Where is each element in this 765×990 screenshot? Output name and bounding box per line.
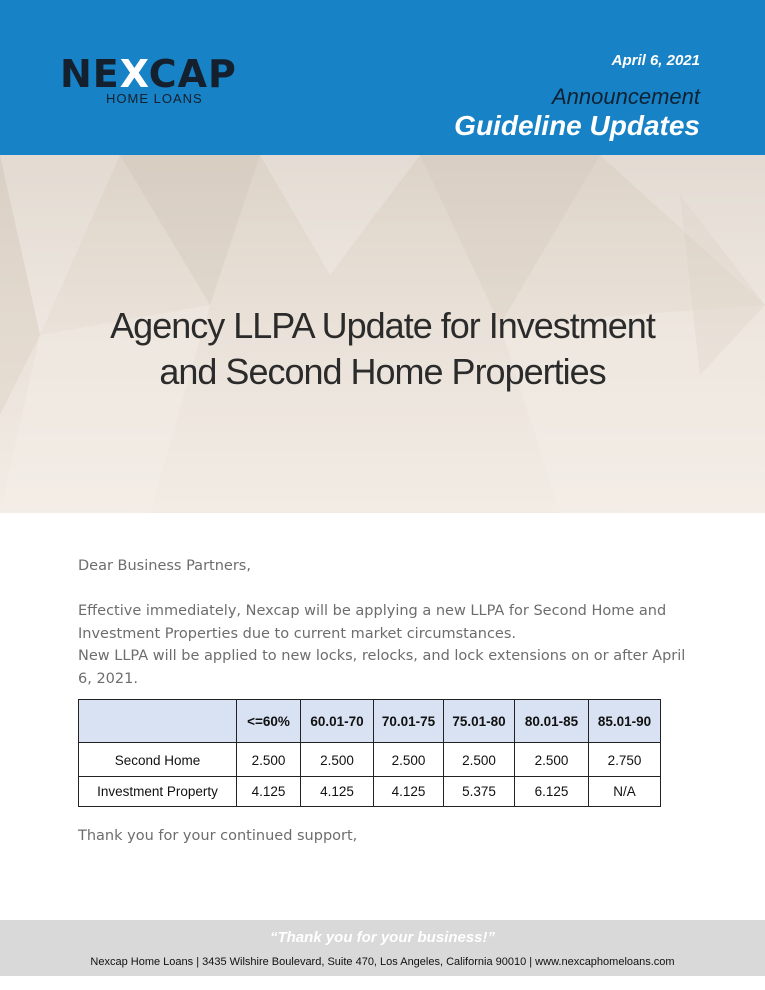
table-column-header: 85.01-90 (589, 700, 661, 743)
logo-text-x: X (119, 52, 149, 96)
table-column-header: 70.01-75 (374, 700, 444, 743)
table-header-row (79, 700, 661, 743)
table-cell: N/A (589, 777, 661, 807)
table-column-header: 75.01-80 (444, 700, 515, 743)
letter-paragraph-2: New LLPA will be applied to new locks, relocks, and lock extensions on or after April 6, 2021. (78, 648, 686, 687)
letter-closing: Thank you for your continued support, (78, 828, 358, 844)
logo-text-cap: CAP (148, 52, 237, 96)
table-cell: 2.500 (515, 743, 589, 777)
table-cell: 2.500 (374, 743, 444, 777)
document-title-line1: Agency LLPA Update for Investment (110, 305, 655, 346)
announcement-label: Announcement (552, 84, 700, 109)
letter-body (78, 600, 698, 690)
logo-text-ne: NE (60, 52, 120, 96)
table-corner-cell (79, 700, 237, 743)
announcement-heading: Guideline Updates (454, 110, 700, 141)
logo-subtext: HOME LOANS (106, 91, 203, 106)
table-cell: 4.125 (301, 777, 374, 807)
footer-bar (0, 920, 765, 976)
table-cell: 4.125 (237, 777, 301, 807)
table-cell: 6.125 (515, 777, 589, 807)
footer-address: Nexcap Home Loans | 3435 Wilshire Boulevard, Suite 470, Los Angeles, California 90010 | www.nexcaphomeloans.com (90, 956, 675, 968)
document-title (0, 303, 765, 395)
document-title-line2: and Second Home Properties (159, 351, 606, 392)
header-banner (0, 0, 765, 155)
table-row (79, 743, 661, 777)
table-cell: 5.375 (444, 777, 515, 807)
table-row (79, 777, 661, 807)
table-column-header: <=60% (237, 700, 301, 743)
logo-wordmark (60, 52, 237, 96)
hero-banner (0, 155, 765, 513)
table-cell: 2.500 (237, 743, 301, 777)
row-label: Investment Property (79, 777, 237, 807)
footer-quote: “Thank you for your business!” (269, 929, 496, 946)
letter-paragraph-1: Effective immediately, Nexcap will be applying a new LLPA for Second Home and Investment Properties due to current market circumstances. (78, 603, 667, 642)
announcement-date: April 6, 2021 (611, 52, 700, 69)
row-label: Second Home (79, 743, 237, 777)
table-cell: 2.500 (301, 743, 374, 777)
table-column-header: 80.01-85 (515, 700, 589, 743)
table-column-header: 60.01-70 (301, 700, 374, 743)
llpa-table (78, 699, 661, 807)
letter-greeting: Dear Business Partners, (78, 558, 251, 574)
table-cell: 2.750 (589, 743, 661, 777)
nexcap-logo (60, 52, 272, 107)
table-cell: 2.500 (444, 743, 515, 777)
table-cell: 4.125 (374, 777, 444, 807)
